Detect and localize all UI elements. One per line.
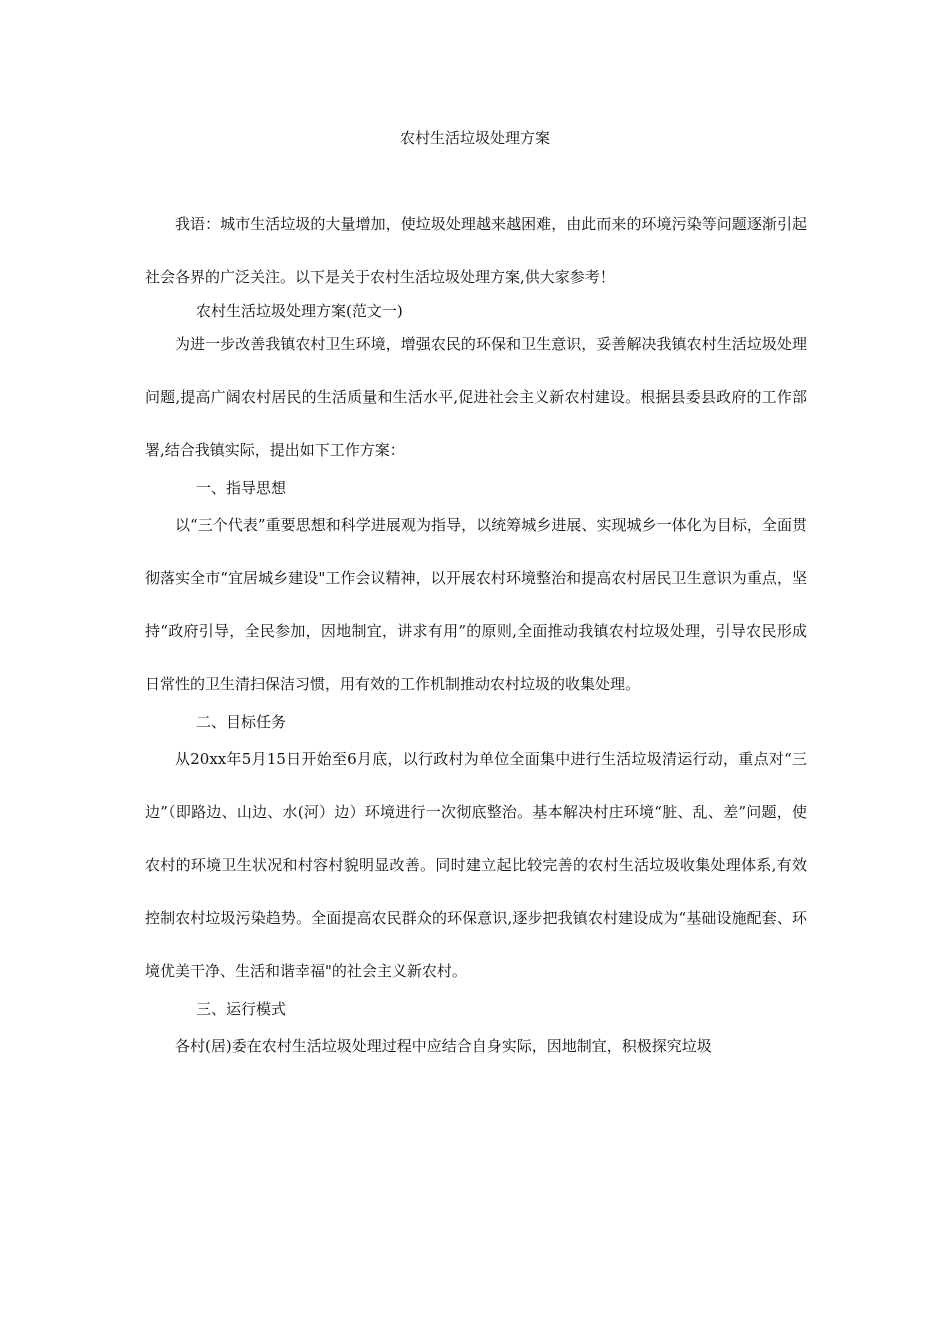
heading-operation-mode: 三、运行模式 — [196, 1000, 287, 1018]
paragraph-3: 从20xx年5月15日开始至6月底，以行政村为单位全面集中进行生活垃圾清运行动，重点对“三边”（即路边、山边、水(河）边）环境进行一次彻底整治。基本解决村庄环境“脏、乱、差”问题，使农村的环境卫生状况和村容村貌明显改善。同时建立起比较完善的农村生活垃圾收集处理体系,有效控制农村垃圾污染趋势。全面提高农民群众的环保意识,逐步把我镇农村建设成为“基础设施配套、环境优美干净、生活和谐幸福"的社会主义新农村。 — [145, 750, 807, 980]
heading-target-tasks: 二、目标任务 — [196, 713, 287, 731]
sample-title: 农村生活垃圾处理方案(范文一) — [196, 302, 403, 320]
paragraph-4: 各村(居)委在农村生活垃圾处理过程中应结合自身实际，因地制宜，积极探究垃圾 — [175, 1037, 712, 1055]
heading-guiding-ideology: 一、指导思想 — [196, 479, 287, 497]
intro-paragraph: 我语：城市生活垃圾的大量增加，使垃圾处理越来越困难，由此而来的环境污染等问题逐渐引起社会各界的广泛关注。以下是关于农村生活垃圾处理方案,供大家参考！ — [145, 215, 807, 286]
paragraph-1: 为进一步改善我镇农村卫生环境，增强农民的环保和卫生意识，妥善解决我镇农村生活垃圾处理问题,提高广阔农村居民的生活质量和生活水平,促进社会主义新农村建设。根据县委县政府的工作部署,结合我镇实际，提出如下工作方案： — [145, 335, 807, 459]
paragraph-2: 以“三个代表”重要思想和科学进展观为指导，以统筹城乡进展、实现城乡一体化为目标，全面贯彻落实全市“宜居城乡建设"工作会议精神，以开展农村环境整治和提高农村居民卫生意识为重点，坚持“政府引导，全民参加，因地制宜，讲求有用”的原则,全面推动我镇农村垃圾处理，引导农民形成日常性的卫生清扫保洁习惯，用有效的工作机制推动农村垃圾的收集处理。 — [145, 516, 807, 693]
document-title: 农村生活垃圾处理方案 — [399, 129, 550, 147]
document-body — [145, 209, 807, 1062]
